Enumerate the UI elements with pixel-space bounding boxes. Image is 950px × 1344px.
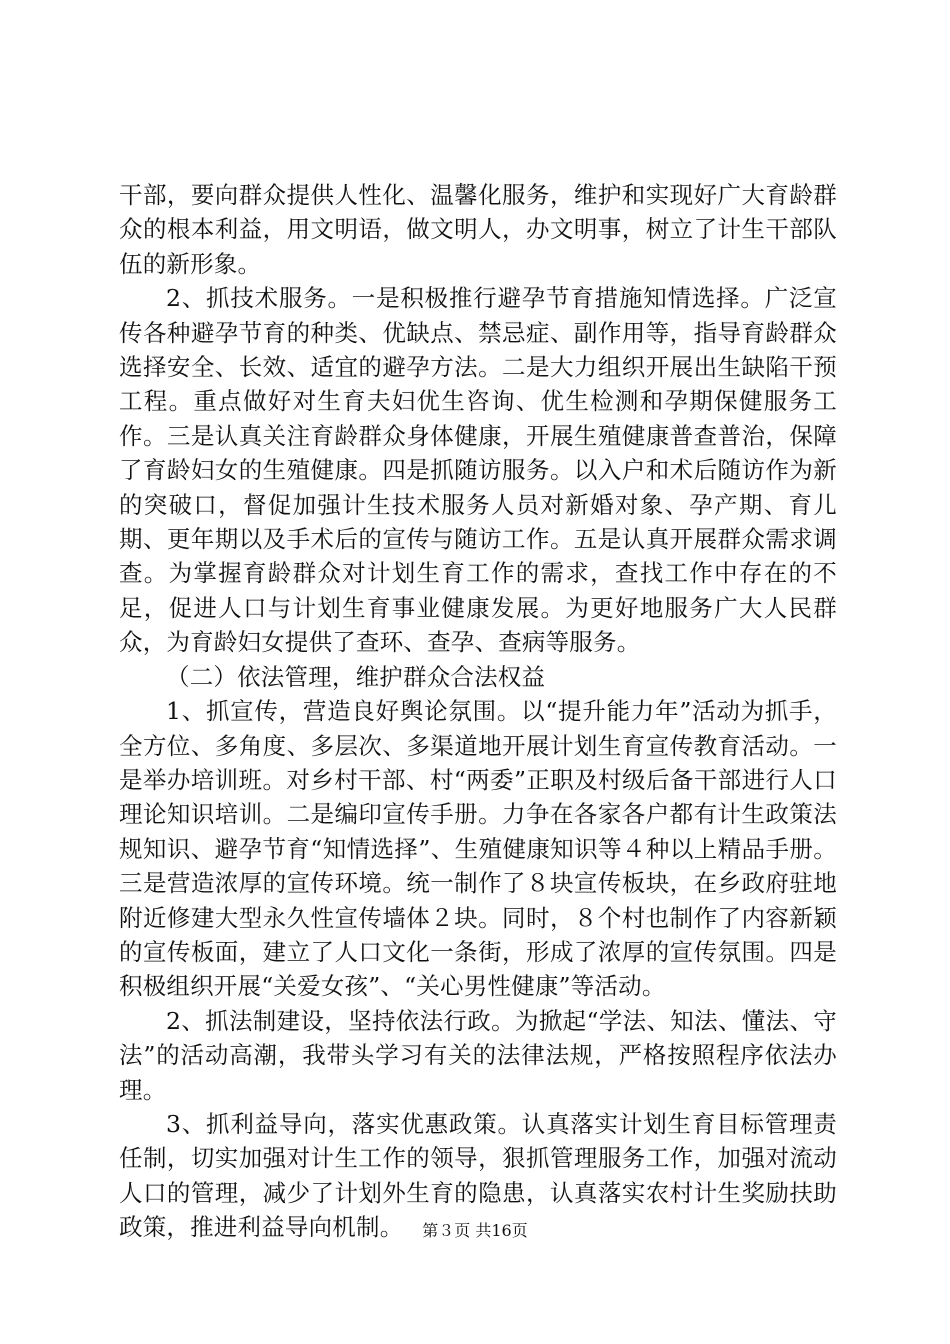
paragraph-publicity: 1、抓宣传，营造良好舆论氛围。以“提升能力年”活动为抓手，全方位、多角度、多层次、多渠道地开展计划生育宣传教育活动。一是举办培训班。对乡村干部、村“两委”正职及村级后备干部进行人口理论知识培训。二是编印宣传手册。力争在各家各户都有计生政策法规知识、避孕节育“知情选择”、生殖健康知识等４种以上精品手册。三是营造浓厚的宣传环境。统一制作了８块宣传板块，在乡政府驻地附近修建大型永久性宣传墙体２块。同时，８个村也制作了内容新颖的宣传板面，建立了人口文化一条街，形成了浓厚的宣传氛围。四是积极组织开展“关爱女孩”、“关心男性健康”等活动。 bbox=[119, 697, 837, 1001]
paragraph-benefit-guidance: 3、抓利益导向，落实优惠政策。认真落实计划生育目标管理责任制，切实加强对计生工作的领导，狠抓管理服务工作，加强对流动人口的管理，减少了计划外生育的隐患，认真落实农村计生奖励扶助政策，推进利益导向机制。 bbox=[119, 1109, 837, 1242]
document-body bbox=[119, 178, 837, 1245]
paragraph-technical-service: 2、抓技术服务。一是积极推行避孕节育措施知情选择。广泛宣传各种避孕节育的种类、优缺点、禁忌症、副作用等，指导育龄群众选择安全、长效、适宜的避孕方法。二是大力组织开展出生缺陷干预工程。重点做好对生育夫妇优生咨询、优生检测和孕期保健服务工作。三是认真关注育龄群众身体健康，开展生殖健康普查普治，保障了育龄妇女的生殖健康。四是抓随访服务。以入户和术后随访作为新的突破口，督促加强计生技术服务人员对新婚对象、孕产期、育儿期、更年期以及手术后的宣传与随访工作。五是认真开展群众需求调查。为掌握育龄群众对计划生育工作的需求，查找工作中存在的不足，促进人口与计划生育事业健康发展。为更好地服务广大人民群众，为育龄妇女提供了查环、查孕、查病等服务。 bbox=[119, 284, 837, 657]
paragraph-continuation: 干部，要向群众提供人性化、温馨化服务，维护和实现好广大育龄群众的根本利益，用文明语，做文明人，办文明事，树立了计生干部队伍的新形象。 bbox=[119, 181, 837, 278]
page-number-footer: 第３页 共16页 bbox=[422, 1221, 528, 1240]
paragraph-legal-construction: 2、抓法制建设，坚持依法行政。为掀起“学法、知法、懂法、守法”的活动高潮，我带头学习有关的法律法规，严格按照程序依法办理。 bbox=[119, 1006, 837, 1104]
section-heading-lawful-management: （二）依法管理，维护群众合法权益 bbox=[166, 662, 546, 691]
